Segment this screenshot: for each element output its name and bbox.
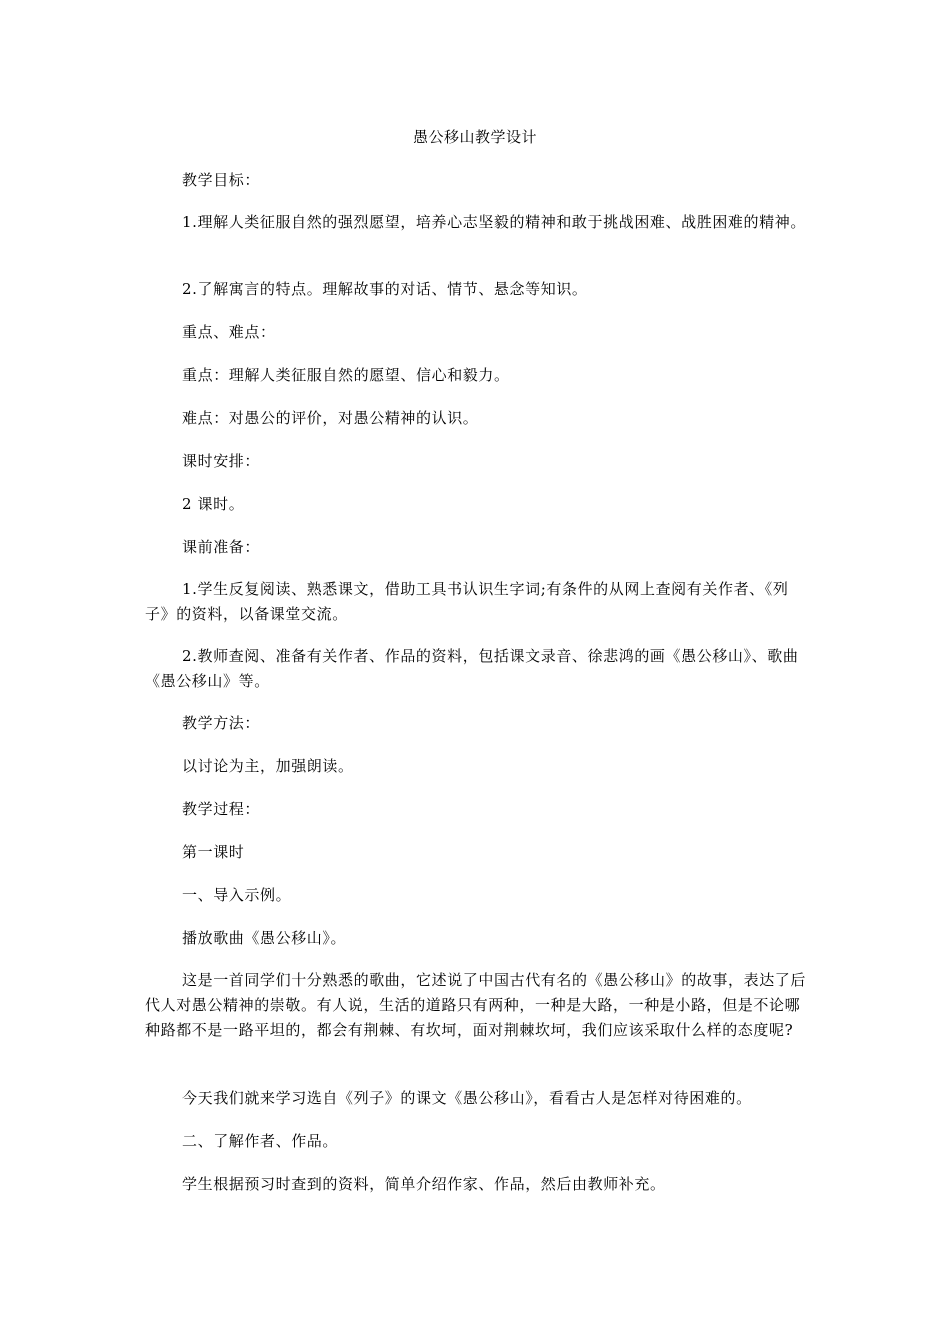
section-heading-teaching-goals: 教学目标： [182, 171, 261, 189]
section-heading-method: 教学方法： [182, 714, 261, 732]
paragraph-play-song: 播放歌曲《愚公移山》。 [182, 929, 347, 947]
paragraph-method: 以讨论为主，加强朗读。 [182, 757, 354, 775]
paragraph-author-heading: 二、了解作者、作品。 [182, 1132, 339, 1150]
paragraph-intro-heading: 一、导入示例。 [182, 886, 292, 904]
paragraph-difficult-point: 难点：对愚公的评价，对愚公精神的认识。 [182, 409, 479, 427]
paragraph-schedule: 2 课时。 [182, 495, 245, 513]
document-title: 愚公移山教学设计 [412, 128, 537, 146]
paragraph-author-work: 学生根据预习时查到的资料，简单介绍作家、作品，然后由教师补充。 [182, 1175, 666, 1193]
paragraph-preparation-2: 2.教师查阅、准备有关作者、作品的资料，包括课文录音、徐悲鸿的画《愚公移山》、歌曲《愚公移山》等。 [145, 647, 799, 690]
section-heading-key-points: 重点、难点： [182, 323, 276, 341]
paragraph-first-lesson: 第一课时 [182, 843, 245, 861]
paragraph-today-lesson: 今天我们就来学习选自《列子》的课文《愚公移山》，看看古人是怎样对待困难的。 [182, 1089, 752, 1107]
paragraph-key-point: 重点：理解人类征服自然的愿望、信心和毅力。 [182, 366, 510, 384]
section-heading-preparation: 课前准备： [182, 538, 261, 556]
paragraph-goal-1: 1.理解人类征服自然的强烈愿望，培养心志坚毅的精神和敢于挑战困难、战胜困难的精神。 [182, 213, 806, 231]
paragraph-goal-2: 2.了解寓言的特点。理解故事的对话、情节、悬念等知识。 [182, 280, 588, 298]
section-heading-schedule: 课时安排： [182, 452, 261, 470]
section-heading-process: 教学过程： [182, 800, 261, 818]
paragraph-intro-text: 这是一首同学们十分熟悉的歌曲，它述说了中国古代有名的《愚公移山》的故事，表达了后代人对愚公精神的崇敬。有人说，生活的道路只有两种，一种是大路，一种是小路，但是不论哪种路都不是一路平坦的，都会有荆棘、有坎坷，面对荆棘坎坷，我们应该采取什么样的态度呢? [145, 971, 807, 1039]
paragraph-preparation-1: 1.学生反复阅读、熟悉课文，借助工具书认识生字词;有条件的从网上查阅有关作者、《列子》的资料，以备课堂交流。 [145, 580, 789, 623]
